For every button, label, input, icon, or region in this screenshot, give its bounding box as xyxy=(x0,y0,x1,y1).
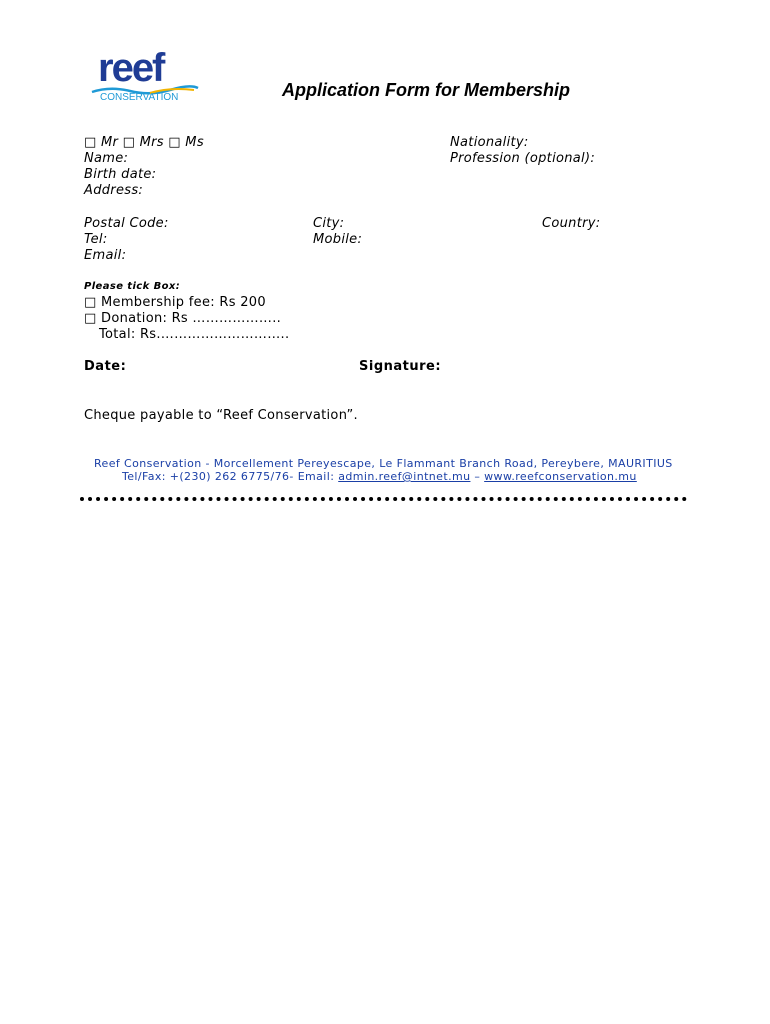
footer-address: Reef Conservation - Morcellement Pereyescape, Le Flammant Branch Road, Pereybere, MAURITIUS xyxy=(94,457,673,470)
tel-label: Tel: xyxy=(84,232,108,247)
total-label: Total: Rs.……………………….. xyxy=(99,327,290,342)
profession-label: Profession (optional): xyxy=(450,151,596,166)
birth-date-label: Birth date: xyxy=(84,167,157,182)
signature-label: Signature: xyxy=(359,359,442,374)
footer-tel: Tel/Fax: +(230) 262 6775/76- Email: xyxy=(122,470,339,483)
reef-logo xyxy=(90,46,200,108)
cheque-note: Cheque payable to “Reef Conservation”. xyxy=(84,408,358,423)
membership-fee-checkbox[interactable]: □ Membership fee: Rs 200 xyxy=(84,295,266,310)
postal-code-label: Postal Code: xyxy=(84,216,169,231)
website-link[interactable]: www.reefconservation.mu xyxy=(484,470,637,483)
email-link[interactable]: admin.reef@intnet.mu xyxy=(338,470,471,483)
footer-contact xyxy=(122,470,637,483)
name-label: Name: xyxy=(84,151,129,166)
nationality-label: Nationality: xyxy=(450,135,529,150)
date-label: Date: xyxy=(84,359,127,374)
donation-checkbox[interactable]: □ Donation: Rs ……………….. xyxy=(84,311,282,326)
city-label: City: xyxy=(313,216,345,231)
mobile-label: Mobile: xyxy=(313,232,363,247)
form-title: Application Form for Membership xyxy=(282,80,571,100)
tick-box-heading: Please tick Box: xyxy=(84,281,181,292)
salutation-options[interactable]: □ Mr □ Mrs □ Ms xyxy=(84,135,204,150)
address-label: Address: xyxy=(84,183,144,198)
footer-separator: – xyxy=(470,470,485,483)
logo-subtitle: CONSERVATION xyxy=(100,92,179,103)
dotted-divider xyxy=(80,497,687,501)
country-label: Country: xyxy=(542,216,601,231)
email-label: Email: xyxy=(84,248,127,263)
logo-wordmark: reef xyxy=(98,46,164,90)
